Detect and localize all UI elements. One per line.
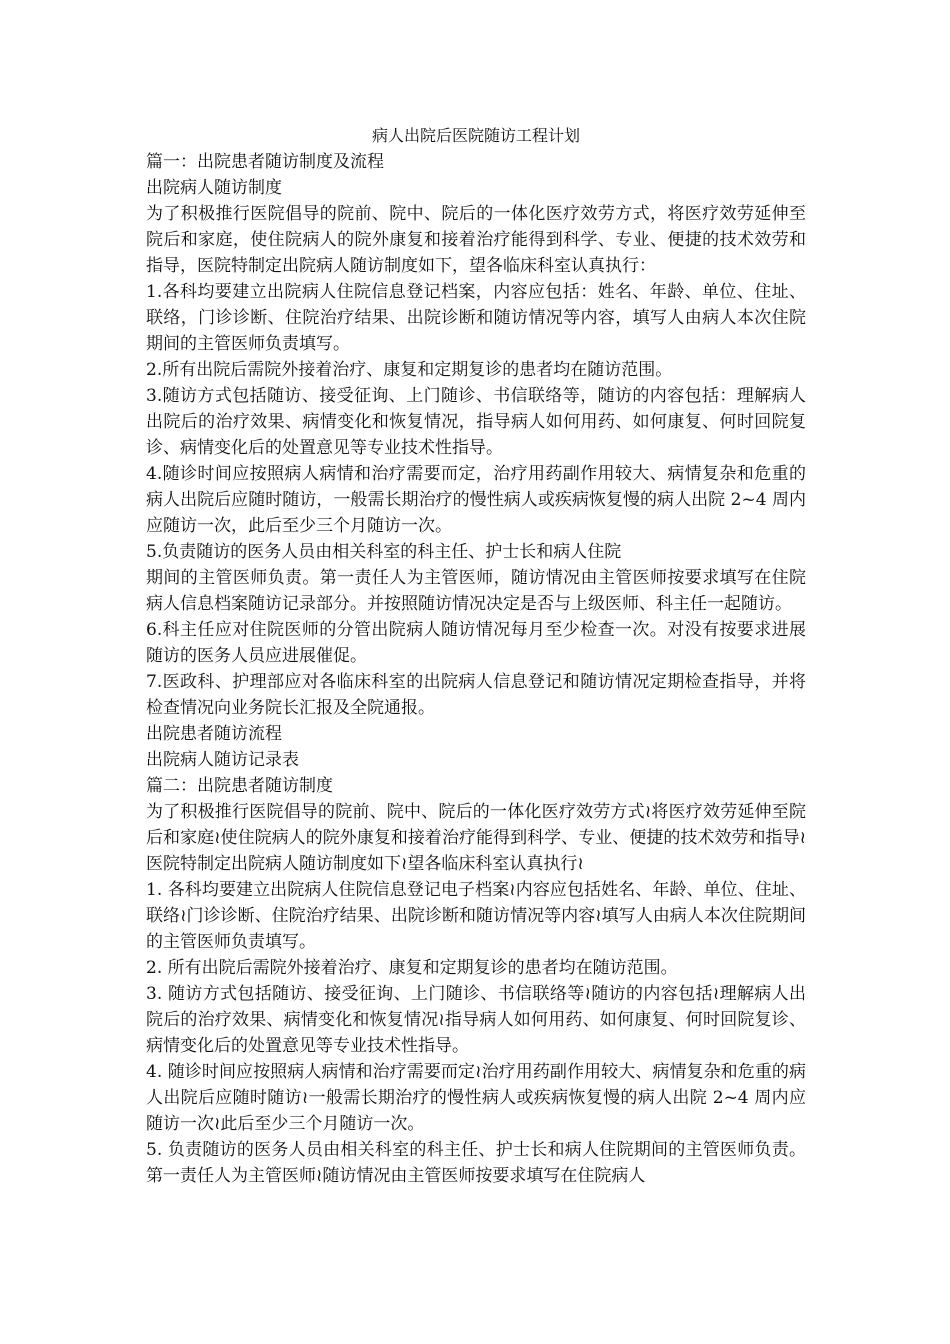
section-heading: 出院患者随访流程 <box>146 724 282 744</box>
paragraph: 7.医政科、护理部应对各临床科室的出院病人信息登记和随访情况定期检查指导，并将检查情况向业务院长汇报及全院通报。 <box>146 672 806 718</box>
section-heading: 篇一：出院患者随访制度及流程 <box>146 152 384 172</box>
paragraph: 6.科主任应对住院医师的分管出院病人随访情况每月至少检查一次。对没有按要求进展随访的医务人员应进展催促。 <box>146 620 806 666</box>
document-title: 病人出院后医院随访工程计划 <box>371 126 580 145</box>
paragraph: 5.负责随访的医务人员由相关科室的科主任、护士长和病人住院 <box>146 542 622 562</box>
paragraph: 为了积极推行医院倡导的院前、院中、院后的一体化医疗效劳方式，将医疗效劳延伸至院后和家庭，使住院病人的院外康复和接着治疗能得到科学、专业、便捷的技术效劳和指导，医院特制定出院病人随访制度如下，望各临床科室认真执行： <box>146 204 806 276</box>
paragraph: 1.各科均要建立出院病人住院信息登记档案，内容应包括：姓名、年龄、单位、住址、联络，门诊诊断、住院治疗结果、出院诊断和随访情况等内容，填写人由病人本次住院期间的主管医师负责填写。 <box>146 282 806 354</box>
paragraph: 为了积极推行医院倡导的院前、院中、院后的一体化医疗效劳方式≀将医疗效劳延伸至院后和家庭≀使住院病人的院外康复和接着治疗能得到科学、专业、便捷的技术效劳和指导≀医院特制定出院病人随访制度如下≀望各临床科室认真执行≀ <box>146 802 806 874</box>
paragraph: 3.随访方式包括随访、接受征询、上门随诊、书信联络等，随访的内容包括：理解病人出院后的治疗效果、病情变化和恢复情况，指导病人如何用药、如何康复、何时回院复诊、病情变化后的处置意见等专业技术性指导。 <box>146 386 806 458</box>
paragraph: 期间的主管医师负责。第一责任人为主管医师，随访情况由主管医师按要求填写在住院病人信息档案随访记录部分。并按照随访情况决定是否与上级医师、科主任一起随访。 <box>146 568 806 614</box>
section-heading: 出院病人随访记录表 <box>146 750 299 770</box>
paragraph: 5. 负责随访的医务人员由相关科室的科主任、护士长和病人住院期间的主管医师负责。第一责任人为主管医师≀随访情况由主管医师按要求填写在住院病人 <box>146 1140 806 1186</box>
section-heading: 出院病人随访制度 <box>146 178 282 198</box>
document-body <box>146 149 806 1189</box>
paragraph: 3. 随访方式包括随访、接受征询、上门随诊、书信联络等≀随访的内容包括≀理解病人出院后的治疗效果、病情变化和恢复情况≀指导病人如何用药、如何康复、何时回院复诊、病情变化后的处置意见等专业技术性指导。 <box>146 984 806 1056</box>
section-heading: 篇二：出院患者随访制度 <box>146 776 333 796</box>
paragraph: 4. 随诊时间应按照病人病情和治疗需要而定≀治疗用药副作用较大、病情复杂和危重的病人出院后应随时随访≀一般需长期治疗的慢性病人或疾病恢复慢的病人出院 2~4 周内应随访一次≀此后至少三个月随访一次。 <box>146 1062 806 1134</box>
paragraph: 2.所有出院后需院外接着治疗、康复和定期复诊的患者均在随访范围。 <box>146 360 673 380</box>
document-page <box>146 123 806 1189</box>
paragraph: 1. 各科均要建立出院病人住院信息登记电子档案≀内容应包括姓名、年龄、单位、住址、联络≀门诊诊断、住院治疗结果、出院诊断和随访情况等内容≀填写人由病人本次住院期间的主管医师负责填写。 <box>146 880 806 952</box>
paragraph: 4.随诊时间应按照病人病情和治疗需要而定，治疗用药副作用较大、病情复杂和危重的病人出院后应随时随访，一般需长期治疗的慢性病人或疾病恢复慢的病人出院 2~4 周内应随访一次，此后至少三个月随访一次。 <box>146 464 806 536</box>
paragraph: 2. 所有出院后需院外接着治疗、康复和定期复诊的患者均在随访范围。 <box>146 958 678 978</box>
